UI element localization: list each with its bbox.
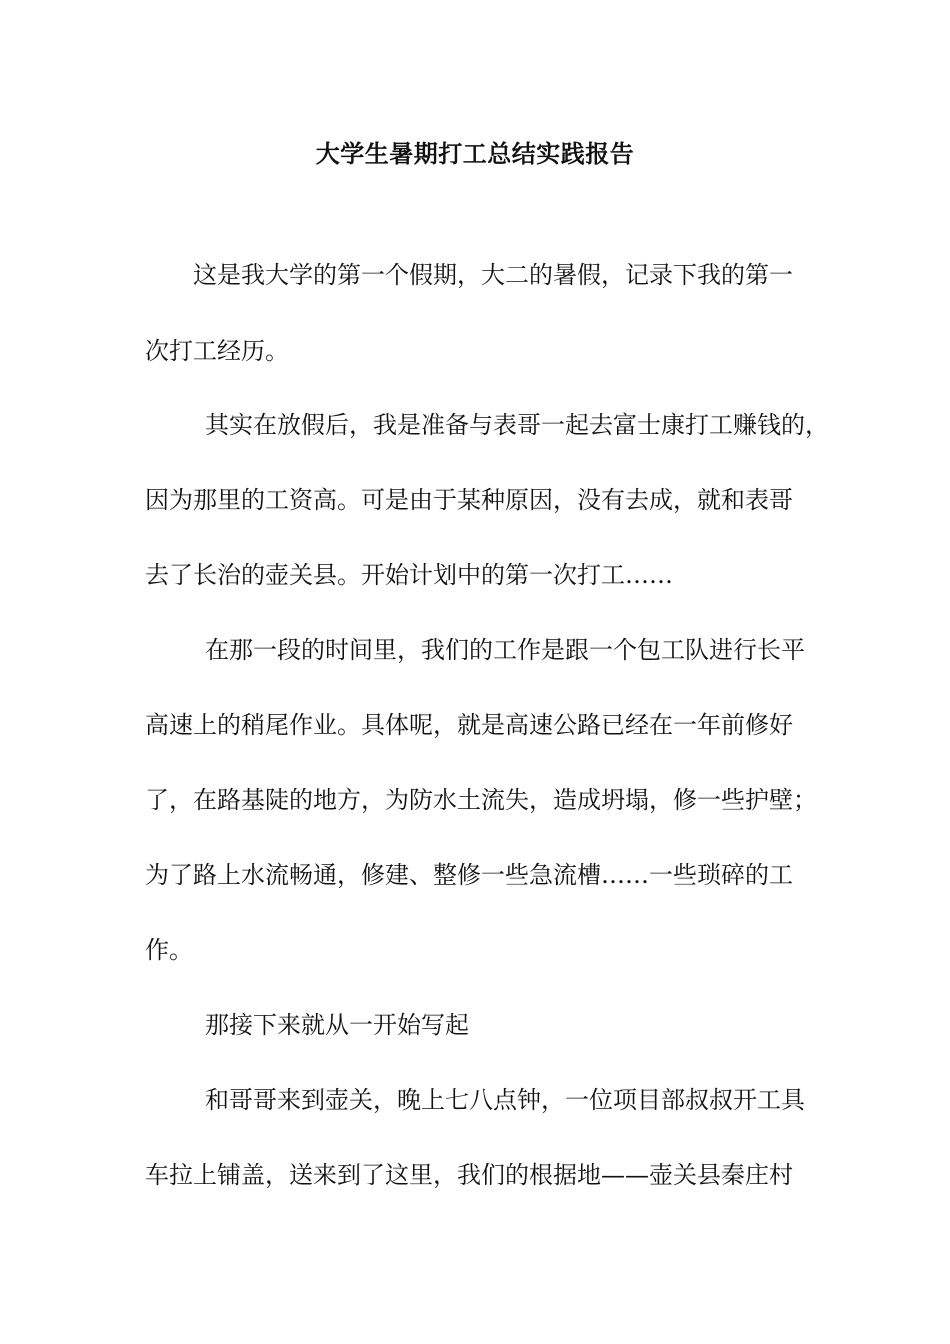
- paragraph-line: 和哥哥来到壶关，晚上七八点钟，一位项目部叔叔开工具: [205, 1086, 805, 1114]
- paragraph-line: 因为那里的工资高。可是由于某种原因，没有去成，就和表哥: [145, 486, 793, 514]
- paragraph-line: 那接下来就从一开始写起: [205, 1011, 469, 1039]
- paragraph-line: 在那一段的时间里，我们的工作是跟一个包工队进行长平: [205, 636, 805, 664]
- paragraph-line: 作。: [145, 936, 193, 964]
- paragraph-line: 其实在放假后，我是准备与表哥一起去富士康打工赚钱的，: [205, 411, 829, 439]
- paragraph-line: 为了路上水流畅通，修建、整修一些急流槽……一些琐碎的工: [145, 861, 793, 889]
- document-title: 大学生暑期打工总结实践报告: [315, 139, 635, 168]
- paragraph-line: 车拉上铺盖，送来到了这里，我们的根据地——壶关县秦庄村: [145, 1161, 793, 1189]
- paragraph-line: 了，在路基陡的地方，为防水土流失，造成坍塌，修一些护壁；: [145, 786, 817, 814]
- paragraph-line: 这是我大学的第一个假期，大二的暑假，记录下我的第一: [193, 261, 793, 289]
- paragraph-line: 高速上的稍尾作业。具体呢，就是高速公路已经在一年前修好: [145, 711, 793, 739]
- paragraph-line: 去了长治的壶关县。开始计划中的第一次打工……: [145, 561, 673, 589]
- paragraph-line: 次打工经历。: [145, 337, 289, 365]
